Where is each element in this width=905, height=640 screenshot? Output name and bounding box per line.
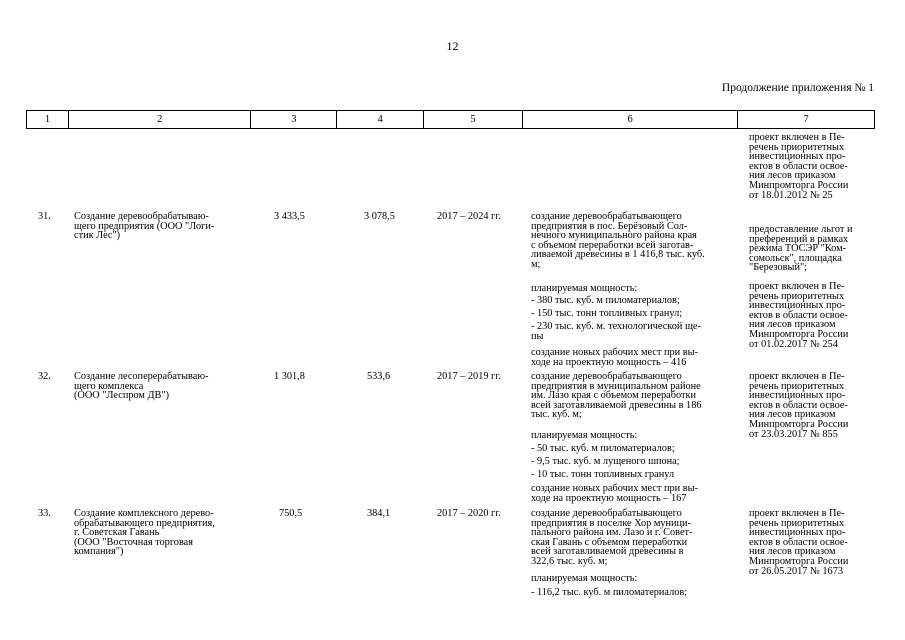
project-name: Создание лесоперерабатываю- щего комплекса (ООО "Леспром ДВ") xyxy=(74,371,209,402)
note: предоставление льгот и преференций в рамках режима ТОСЭР "Ком- сомольск", площадка "Березовый"; xyxy=(749,224,853,274)
value-col-4: 3 078,5 xyxy=(364,211,395,222)
header-col-1: 1 xyxy=(27,111,69,128)
row-number: 32. xyxy=(38,371,51,382)
description-line: - 380 тыс. куб. м пиломатериалов; xyxy=(531,295,680,306)
description-line: - 50 тыс. куб. м пиломатериалов; xyxy=(531,443,675,454)
description-line: создание деревообрабатывающего предприятия в поселке Хор муници- пального района им. Лазо и г. Совет- ская Гавань с объемом переработки всей заготавливаемой древесины в 322,6 тыс. куб. м; xyxy=(531,508,693,567)
description-line: - 10 тыс. тонн топливных гранул xyxy=(531,469,675,480)
value-col-3: 750,5 xyxy=(279,508,303,519)
value-col-3: 1 301,8 xyxy=(274,371,305,382)
page-number: 12 xyxy=(446,39,459,53)
header-col-7: 7 xyxy=(803,114,809,125)
row-number: 31. xyxy=(38,211,51,222)
value-col-4: 533,6 xyxy=(367,371,391,382)
note: проект включен в Пе- речень приоритетных инвестиционных про- ектов в области освое- ния лесов приказом Минпромторга России от 01.02.2017 № 254 xyxy=(749,281,849,350)
description-line: планируемая мощность: xyxy=(531,430,638,441)
description-line: - 9,5 тыс. куб. м лущеного шпона; xyxy=(531,456,680,467)
description-line: создание деревообрабатывающего предприятия в муниципальном районе им. Лазо края с объемом переработки всей заготавливаемой древесины в 186 тыс. куб. м; xyxy=(531,371,702,421)
note: проект включен в Пе- речень приоритетных инвестиционных про- ектов в области освое- ния лесов приказом Минпромторга России от 26.05.2017 № 1673 xyxy=(749,508,849,577)
note: проект включен в Пе- речень приоритетных инвестиционных про- ектов в области освое- ния лесов приказом Минпромторга России от 23.03.2017 № 855 xyxy=(749,371,849,440)
description-line: создание деревообрабатывающего предприятия в пос. Берёзовый Сол- нечного муниципального района края с объемом переработки всей заготав- ливаемой древесины в 1 416,8 тыс. куб. м; xyxy=(531,211,705,270)
header-col-2: 2 xyxy=(69,111,252,128)
description-line: планируемая мощность: xyxy=(531,573,638,584)
description-line: создание новых рабочих мест при вы- ходе на проектную мощность – 167 xyxy=(531,483,698,504)
top-note: проект включен в Пе- речень приоритетных инвестиционных про- ектов в области освое- ния лесов приказом Минпромторга России от 18.01.2012 № 25 xyxy=(749,132,849,201)
table-header xyxy=(26,110,875,129)
header-col-6: 6 xyxy=(523,111,738,128)
description-line: - 116,2 тыс. куб. м пиломатериалов; xyxy=(531,587,688,598)
continuation-caption: Продолжение приложения № 1 xyxy=(721,82,874,94)
period: 2017 – 2020 гг. xyxy=(437,508,501,519)
project-name: Создание деревообрабатываю- щего предприятия (ООО "Логи- стик Лес") xyxy=(74,211,215,242)
description-line: - 230 тыс. куб. м. технологической ще- пы xyxy=(531,321,701,342)
row-number: 33. xyxy=(38,508,51,519)
project-name: Создание комплексного дерево- обрабатывающего предприятия, г. Советская Гавань (ООО "Восточная торговая компания") xyxy=(74,508,215,558)
period: 2017 – 2019 гг. xyxy=(437,371,501,382)
header-col-4: 4 xyxy=(337,111,424,128)
description-line: планируемая мощность: xyxy=(531,283,638,294)
period: 2017 – 2024 гг. xyxy=(437,211,501,222)
header-col-3: 3 xyxy=(251,111,337,128)
header-col-5: 5 xyxy=(424,111,523,128)
description-line: создание новых рабочих мест при вы- ходе на проектную мощность – 416 xyxy=(531,347,698,368)
description-line: - 150 тыс. тонн топливных гранул; xyxy=(531,308,683,319)
value-col-3: 3 433,5 xyxy=(274,211,305,222)
value-col-4: 384,1 xyxy=(367,508,391,519)
